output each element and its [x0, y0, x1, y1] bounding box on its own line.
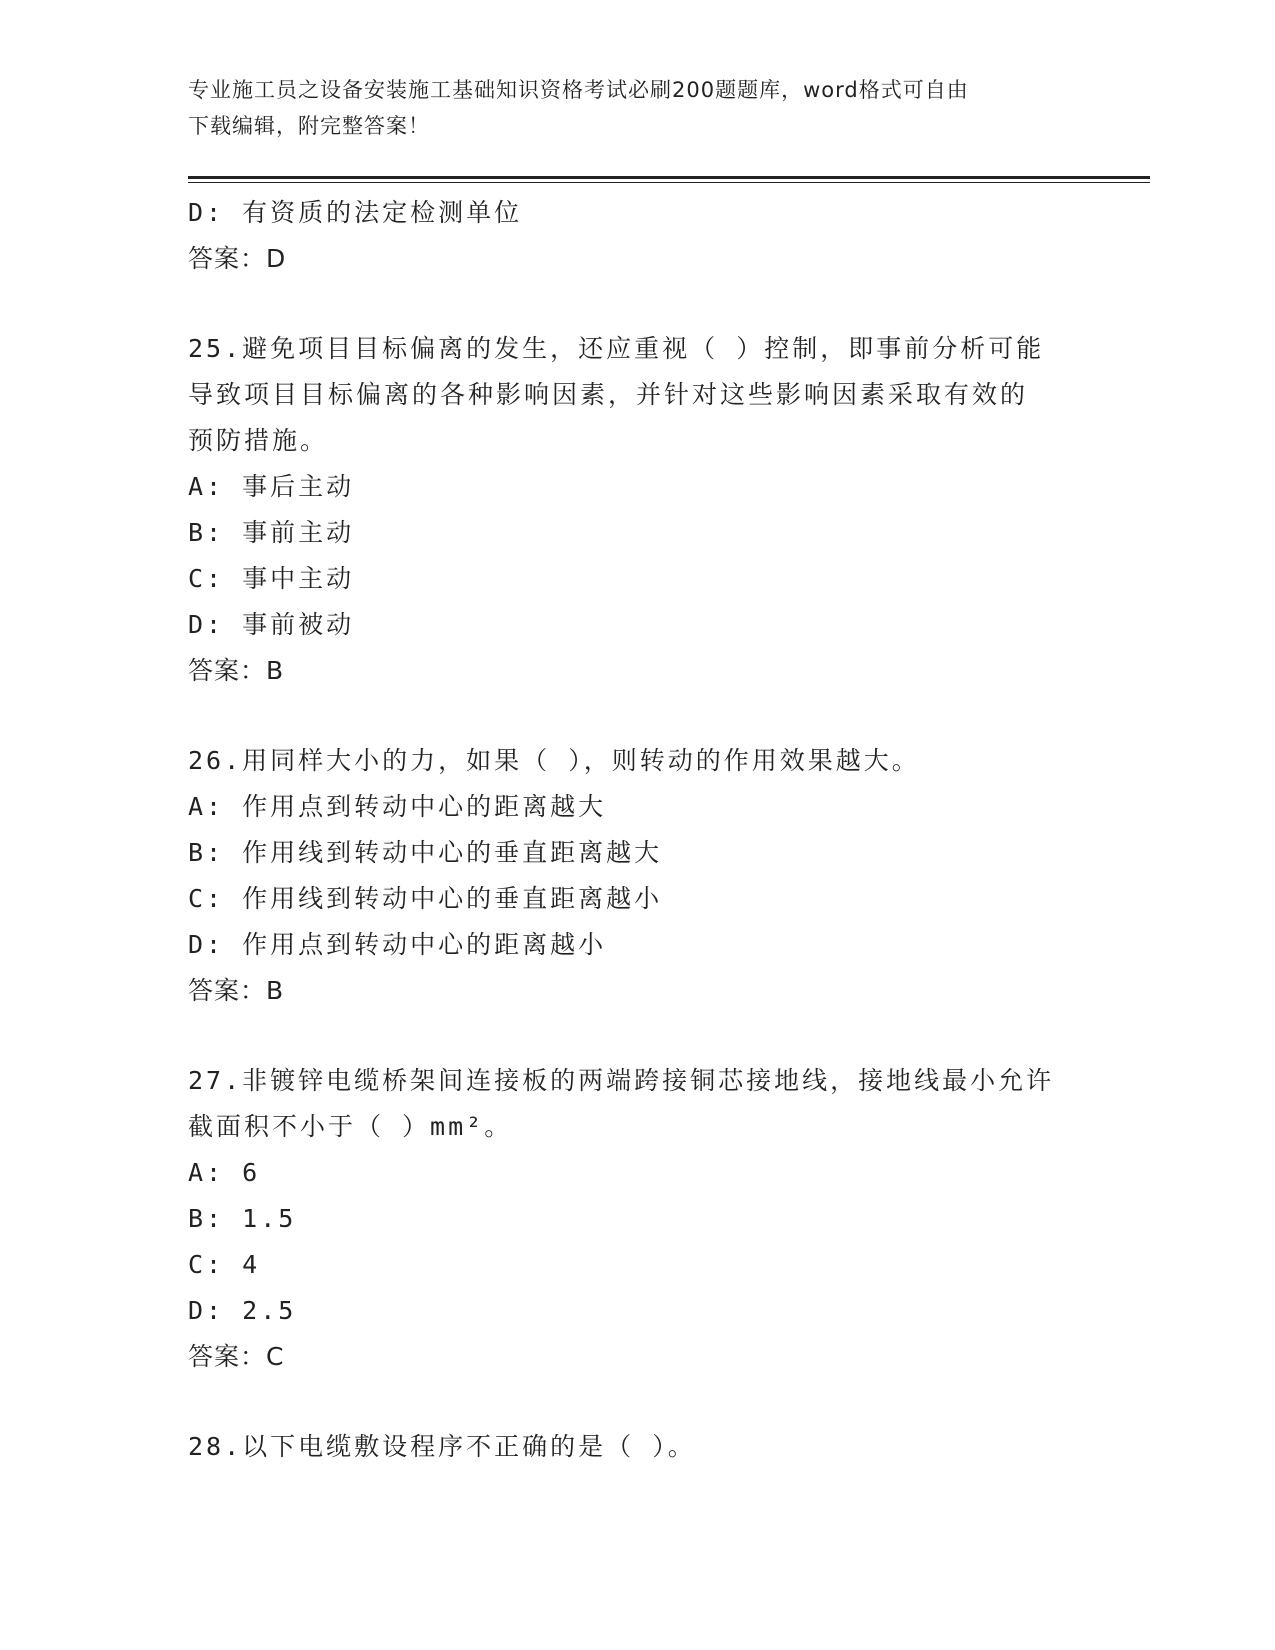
- question-stem-line: 28.以下电缆敷设程序不正确的是（ ）。: [188, 1432, 696, 1461]
- question-27: [188, 1058, 1088, 1380]
- option-b: B: 1.5: [188, 1204, 297, 1233]
- option-d: D: 2.5: [188, 1296, 297, 1325]
- option-b: B: 作用线到转动中心的垂直距离越大: [188, 838, 663, 867]
- answer-line: 答案：B: [188, 976, 285, 1005]
- answer-line: 答案：B: [188, 656, 285, 685]
- option-d: D: 作用点到转动中心的距离越小: [188, 930, 607, 959]
- previous-question-tail: [188, 190, 1088, 282]
- question-stem-line: 导致项目目标偏离的各种影响因素，并针对这些影响因素采取有效的: [188, 380, 1029, 409]
- option-a: A: 事后主动: [188, 472, 355, 501]
- option-c: C: 4: [188, 1250, 261, 1279]
- question-stem-line: 预防措施。: [188, 426, 329, 455]
- question-25: [188, 326, 1088, 694]
- header-line-2: 下载编辑，附完整答案！: [188, 114, 430, 138]
- question-28: [188, 1424, 1088, 1470]
- header-line-1: 专业施工员之设备安装施工基础知识资格考试必刷200题题库，word格式可自由: [188, 78, 969, 102]
- question-list: [188, 190, 1088, 1470]
- question-26: [188, 738, 1088, 1014]
- option-d: D: 有资质的法定检测单位: [188, 198, 523, 227]
- option-a: A: 6: [188, 1158, 261, 1187]
- document-header: [188, 72, 1088, 144]
- option-b: B: 事前主动: [188, 518, 355, 547]
- header-divider-thin: [188, 182, 1150, 183]
- option-c: C: 作用线到转动中心的垂直距离越小: [188, 884, 663, 913]
- question-stem-line: 26.用同样大小的力，如果（ ），则转动的作用效果越大。: [188, 746, 920, 775]
- header-divider-thick: [188, 176, 1150, 179]
- question-stem-line: 27.非镀锌电缆桥架间连接板的两端跨接铜芯接地线，接地线最小允许: [188, 1066, 1055, 1095]
- answer-line: 答案：C: [188, 1342, 285, 1371]
- answer-line: 答案：D: [188, 244, 287, 273]
- question-stem-line: 截面积不小于（ ）mm²。: [188, 1112, 513, 1141]
- option-c: C: 事中主动: [188, 564, 355, 593]
- option-a: A: 作用点到转动中心的距离越大: [188, 792, 607, 821]
- question-stem-line: 25.避免项目目标偏离的发生，还应重视（ ）控制，即事前分析可能: [188, 334, 1045, 363]
- option-d: D: 事前被动: [188, 610, 355, 639]
